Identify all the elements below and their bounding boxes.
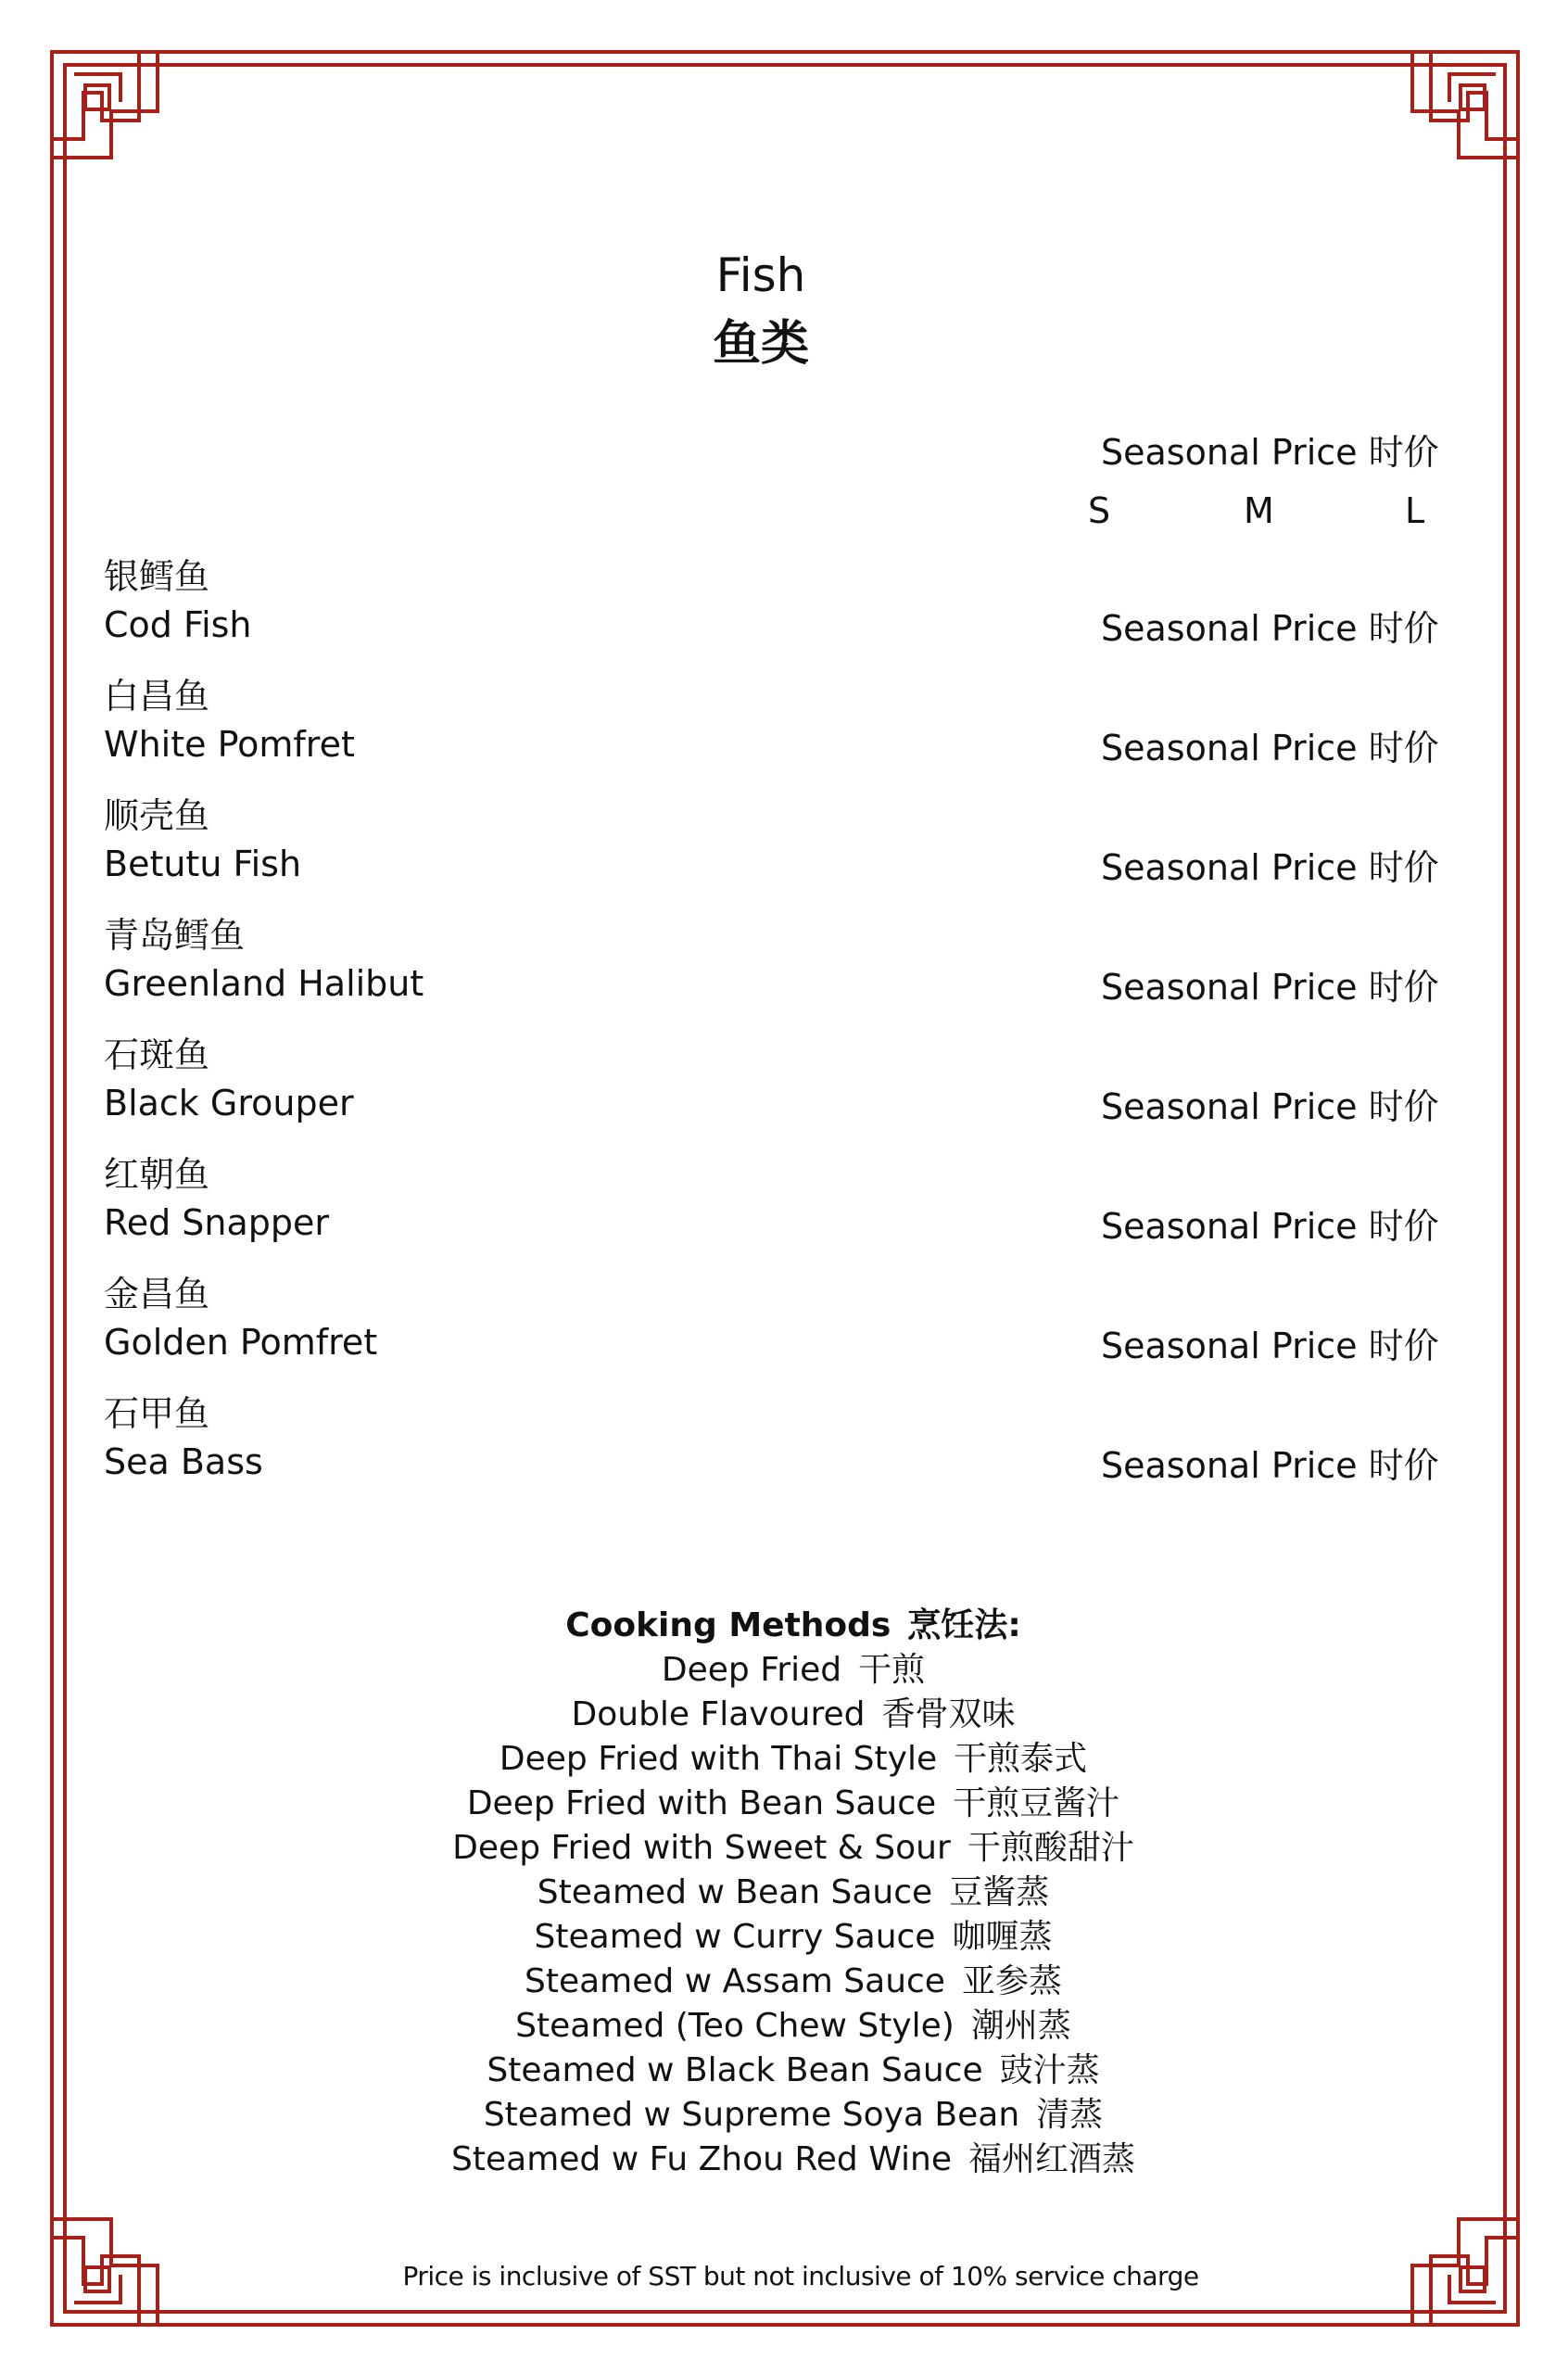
method-english: Steamed w Supreme Soya Bean: [483, 2096, 1020, 2134]
method-english: Deep Fried: [661, 1651, 842, 1689]
menu-item: [104, 912, 1438, 1016]
method-english: Steamed w Bean Sauce: [537, 1873, 933, 1911]
cooking-method: [0, 2049, 1568, 2093]
corner-ornament-top-left: [52, 52, 158, 158]
cooking-methods-heading-chinese: 烹饪法:: [907, 1606, 1021, 1644]
method-chinese: 福州红酒蒸: [967, 2140, 1135, 2178]
size-label-medium: M: [1244, 490, 1274, 531]
method-chinese: 香骨双味: [881, 1695, 1016, 1733]
method-chinese: 豆酱蒸: [949, 1873, 1050, 1911]
method-chinese: 干煎泰式: [954, 1740, 1088, 1778]
item-price: Seasonal Price 时价: [1101, 1086, 1439, 1127]
item-name-chinese: 金昌鱼: [104, 1274, 210, 1314]
method-english: Steamed (Teo Chew Style): [515, 2007, 955, 2045]
cooking-method: [0, 2093, 1568, 2138]
item-price: Seasonal Price 时价: [1101, 1326, 1439, 1366]
method-chinese: 咖喱蒸: [952, 1918, 1053, 1956]
method-english: Steamed w Fu Zhou Red Wine: [451, 2140, 952, 2178]
method-chinese: 豉汁蒸: [999, 2051, 1100, 2089]
menu-item: [104, 553, 1438, 657]
method-english: Steamed w Curry Sauce: [534, 1918, 936, 1956]
menu-item: [104, 793, 1438, 896]
method-chinese: 干煎豆酱汁: [953, 1784, 1120, 1822]
cooking-method: [0, 1648, 1568, 1693]
item-name-chinese: 石斑鱼: [104, 1034, 210, 1075]
cooking-method: [0, 2138, 1568, 2182]
method-chinese: 干煎酸甜汁: [967, 1829, 1134, 1867]
cooking-method: [0, 1826, 1568, 1871]
item-name-english: White Pomfret: [104, 724, 355, 765]
item-price: Seasonal Price 时价: [1101, 847, 1439, 888]
item-name-chinese: 银鳕鱼: [104, 556, 210, 597]
item-name-chinese: 红朝鱼: [104, 1154, 210, 1195]
item-name-chinese: 石甲鱼: [104, 1393, 210, 1434]
method-english: Deep Fried with Sweet & Sour: [452, 1829, 951, 1867]
item-price: Seasonal Price 时价: [1101, 728, 1439, 768]
cooking-method: [0, 1871, 1568, 1915]
method-chinese: 干煎: [858, 1651, 926, 1689]
method-chinese: 潮州蒸: [970, 2007, 1071, 2045]
item-name-english: Cod Fish: [104, 604, 252, 645]
method-english: Double Flavoured: [571, 1695, 866, 1733]
item-price: Seasonal Price 时价: [1101, 1206, 1439, 1247]
size-label-large: L: [1405, 490, 1425, 531]
menu-item: [104, 1390, 1438, 1494]
item-name-chinese: 白昌鱼: [104, 676, 210, 717]
item-price: Seasonal Price 时价: [1101, 1445, 1439, 1486]
item-name-english: Betutu Fish: [104, 844, 302, 884]
item-name-chinese: 顺壳鱼: [104, 795, 210, 836]
cooking-method: [0, 1782, 1568, 1826]
method-english: Deep Fried with Thai Style: [499, 1740, 938, 1778]
method-english: Steamed w Assam Sauce: [525, 1962, 945, 2000]
service-charge-footnote: Price is inclusive of SST but not inclusive of 10% service charge: [402, 2261, 1199, 2291]
price-header-label: Seasonal Price 时价: [1101, 432, 1439, 473]
cooking-method: [0, 1737, 1568, 1782]
method-chinese: 亚参蒸: [961, 1962, 1062, 2000]
item-price: Seasonal Price 时价: [1101, 967, 1439, 1008]
method-chinese: 清蒸: [1036, 2096, 1104, 2134]
item-name-english: Greenland Halibut: [104, 963, 424, 1004]
item-name-english: Black Grouper: [104, 1083, 354, 1123]
item-price: Seasonal Price 时价: [1101, 608, 1439, 649]
corner-ornament-top-right: [1412, 52, 1518, 158]
item-name-english: Golden Pomfret: [104, 1322, 378, 1363]
page-title-chinese: 鱼类: [712, 316, 809, 372]
item-name-english: Red Snapper: [104, 1202, 330, 1243]
cooking-method: [0, 1960, 1568, 2004]
cooking-method: [0, 1915, 1568, 1960]
cooking-method: [0, 1693, 1568, 1737]
menu-item: [104, 673, 1438, 777]
method-english: Steamed w Black Bean Sauce: [487, 2051, 983, 2089]
menu-item: [104, 1271, 1438, 1375]
page-title-english: Fish: [715, 248, 806, 302]
menu-item: [104, 1032, 1438, 1136]
cooking-methods-section: [0, 1604, 1568, 2182]
cooking-methods-heading: [0, 1604, 1568, 1648]
method-english: Deep Fried with Bean Sauce: [466, 1784, 937, 1822]
item-name-chinese: 青岛鳕鱼: [104, 915, 246, 956]
menu-item: [104, 1151, 1438, 1255]
item-name-english: Sea Bass: [104, 1441, 263, 1482]
cooking-methods-heading-english: Cooking Methods: [565, 1606, 891, 1644]
cooking-method: [0, 2004, 1568, 2049]
size-label-small: S: [1088, 490, 1111, 531]
